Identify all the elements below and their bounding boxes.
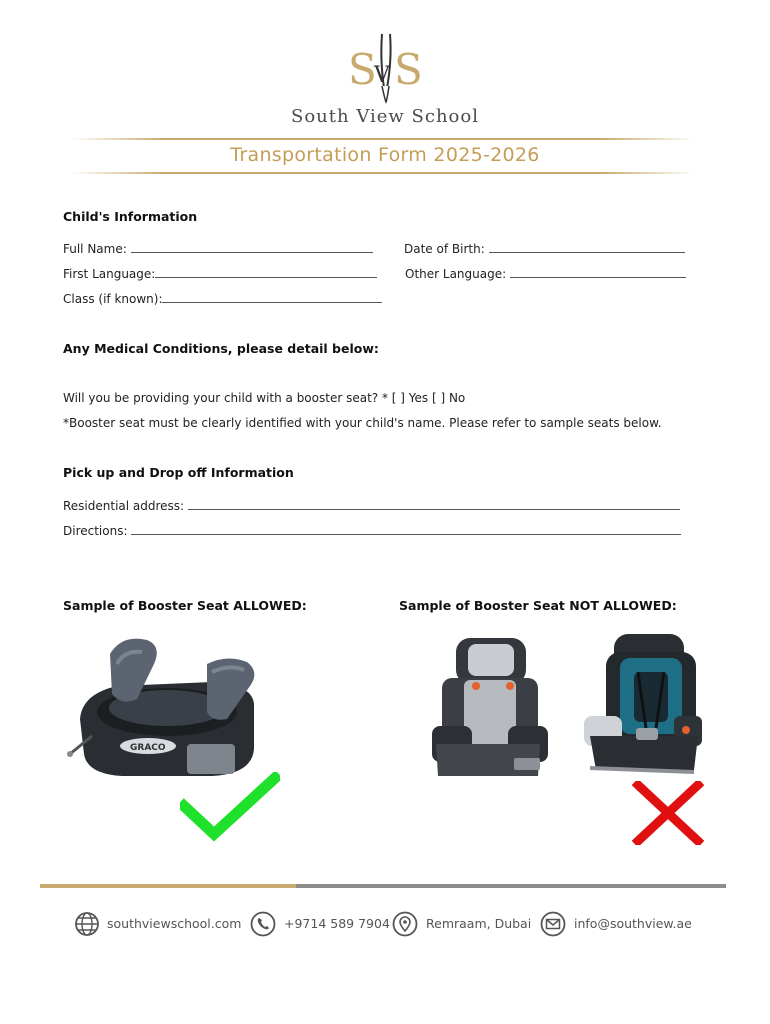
- directions-label: Directions:: [63, 524, 128, 538]
- school-name: South View School: [291, 106, 479, 127]
- full-name-label: Full Name:: [63, 242, 127, 256]
- childs-info-heading: Child's Information: [63, 209, 198, 224]
- class-label: Class (if known):: [63, 292, 163, 306]
- full-name-field[interactable]: [63, 242, 373, 256]
- class-field[interactable]: [63, 292, 382, 306]
- phone-icon: [250, 911, 276, 937]
- booster-note: *Booster seat must be clearly identified with your child's name. Please refer to sample seats below.: [63, 416, 662, 430]
- pickup-heading: Pick up and Drop off Information: [63, 465, 294, 480]
- other-language-line[interactable]: [510, 267, 686, 278]
- allowed-heading: Sample of Booster Seat ALLOWED:: [63, 598, 307, 613]
- header-divider-top: [70, 138, 695, 140]
- backless-booster-seat-image: [62, 624, 262, 784]
- header-divider-bottom: [70, 172, 695, 174]
- cross-icon: [632, 781, 704, 845]
- not-allowed-heading: Sample of Booster Seat NOT ALLOWED:: [399, 598, 677, 613]
- address-line[interactable]: [188, 499, 680, 510]
- full-name-line[interactable]: [131, 242, 373, 253]
- footer-bar-grey: [296, 884, 726, 888]
- footer-website[interactable]: southviewschool.com: [107, 916, 242, 931]
- footer-bar-gold: [40, 884, 296, 888]
- footer-email[interactable]: info@southview.ae: [574, 916, 692, 931]
- medical-heading: Any Medical Conditions, please detail below:: [63, 341, 379, 356]
- form-title: Transportation Form 2025-2026: [230, 144, 540, 166]
- other-language-label: Other Language:: [405, 267, 507, 281]
- class-line[interactable]: [162, 292, 382, 303]
- globe-icon: [74, 911, 100, 937]
- dob-field[interactable]: [404, 242, 685, 256]
- graco-brand-label: GRACO: [130, 743, 166, 753]
- directions-line[interactable]: [131, 524, 681, 535]
- address-field[interactable]: [63, 499, 680, 513]
- check-icon: [180, 772, 280, 842]
- address-label: Residential address:: [63, 499, 185, 513]
- first-language-field[interactable]: [63, 267, 377, 281]
- school-logo: [0, 30, 770, 110]
- svg-text:V: V: [374, 63, 390, 88]
- first-language-label: First Language:: [63, 267, 156, 281]
- high-back-booster-seat-image: [428, 634, 548, 784]
- dob-label: Date of Birth:: [404, 242, 485, 256]
- location-pin-icon: [392, 911, 418, 937]
- svg-text:S: S: [348, 45, 377, 94]
- dob-line[interactable]: [489, 242, 685, 253]
- email-icon: [540, 911, 566, 937]
- booster-question: Will you be providing your child with a booster seat? * [ ] Yes [ ] No: [63, 391, 466, 405]
- harness-car-seat-image: [576, 632, 706, 782]
- svg-text:S: S: [394, 45, 423, 94]
- first-language-line[interactable]: [155, 267, 377, 278]
- oryx-logo-icon: [330, 30, 440, 106]
- other-language-field[interactable]: [405, 267, 686, 281]
- directions-field[interactable]: [63, 524, 681, 538]
- footer-phone[interactable]: +9714 589 7904: [284, 916, 390, 931]
- footer-location: Remraam, Dubai: [426, 916, 532, 931]
